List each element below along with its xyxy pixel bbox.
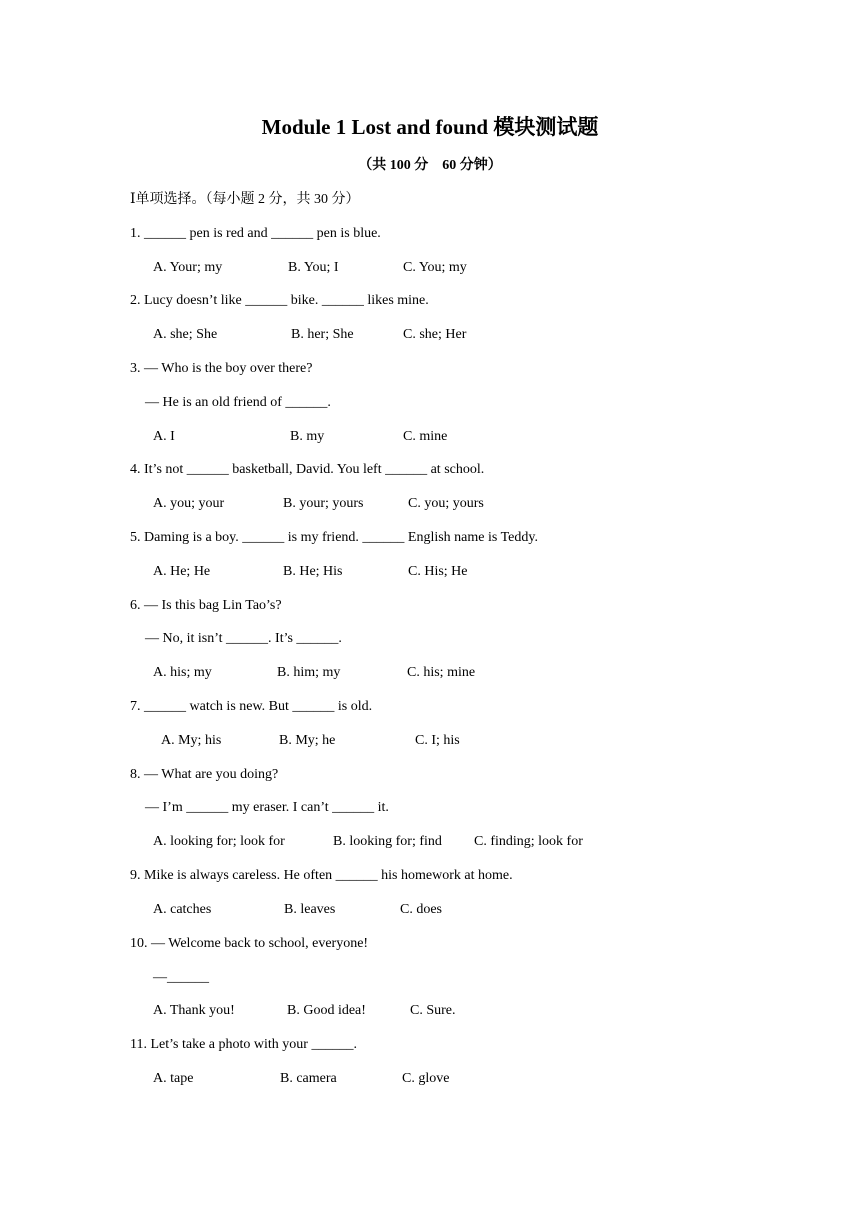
question-6-response: — No, it isn’t ______. It’s ______. [145,631,342,646]
question-2-option-b: B. her; She [291,327,354,342]
question-10-option-b: B. Good idea! [287,1003,366,1018]
question-3-response: — He is an old friend of ______. [145,395,331,410]
question-2-option-a: A. she; She [153,327,218,342]
question-6-stem: 6. — Is this bag Lin Tao’s? [130,598,282,613]
question-8-stem: 8. — What are you doing? [130,767,279,782]
question-3-stem: 3. — Who is the boy over there? [130,361,313,376]
question-2-stem: 2. Lucy doesn’t like ______ bike. ______ likes mine. [130,293,429,308]
question-4-option-b: B. your; yours [283,496,364,511]
question-8-option-a: A. looking for; look for [153,834,285,849]
question-10-stem: 10. — Welcome back to school, everyone! [130,936,369,951]
question-9-stem: 9. Mike is always careless. He often ______ his homework at home. [130,868,513,883]
question-3-option-c: C. mine [403,429,448,444]
question-4-option-a: A. you; your [153,496,225,511]
question-11-option-a: A. tape [153,1071,194,1086]
section-heading: Ⅰ单项选择。（每小题 2 分，共 30 分） [130,192,360,207]
page-title: Module 1 Lost and found 模块测试题 [261,115,599,139]
question-9-option-b: B. leaves [284,902,336,917]
page-subtitle: （共 100 分 60 分钟） [358,158,502,173]
question-2-option-c: C. she; Her [403,327,467,342]
question-11-option-c: C. glove [402,1071,450,1086]
question-4-stem: 4. It’s not ______ basketball, David. You left ______ at school. [130,462,485,477]
question-6-option-c: C. his; mine [407,665,476,680]
question-10-response: —______ [153,970,209,985]
question-1-option-b: B. You; I [288,260,339,275]
question-7-option-c: C. I; his [415,733,460,748]
question-4-option-c: C. you; yours [408,496,484,511]
question-8-option-c: C. finding; look for [474,834,583,849]
question-7-stem: 7. ______ watch is new. But ______ is old. [130,699,373,714]
question-1-stem: 1. ______ pen is red and ______ pen is blue. [130,226,381,241]
question-5-option-a: A. He; He [153,564,211,579]
question-9-option-c: C. does [400,902,442,917]
question-6-option-b: B. him; my [277,665,341,680]
question-3-option-a: A. I [153,429,175,444]
question-3-option-b: B. my [290,429,325,444]
question-11-option-b: B. camera [280,1071,337,1086]
question-11-stem: 11. Let’s take a photo with your ______. [130,1037,357,1052]
question-9-option-a: A. catches [153,902,212,917]
question-5-option-c: C. His; He [408,564,468,579]
question-1-option-a: A. Your; my [153,260,223,275]
question-8-option-b: B. looking for; find [333,834,442,849]
question-10-option-a: A. Thank you! [153,1003,235,1018]
question-5-option-b: B. He; His [283,564,343,579]
question-1-option-c: C. You; my [403,260,467,275]
question-7-option-b: B. My; he [279,733,336,748]
question-6-option-a: A. his; my [153,665,212,680]
question-5-stem: 5. Daming is a boy. ______ is my friend. ______ English name is Teddy. [130,530,538,545]
question-8-response: — I’m ______ my eraser. I can’t ______ it. [145,800,389,815]
question-10-option-c: C. Sure. [410,1003,456,1018]
question-7-option-a: A. My; his [161,733,222,748]
